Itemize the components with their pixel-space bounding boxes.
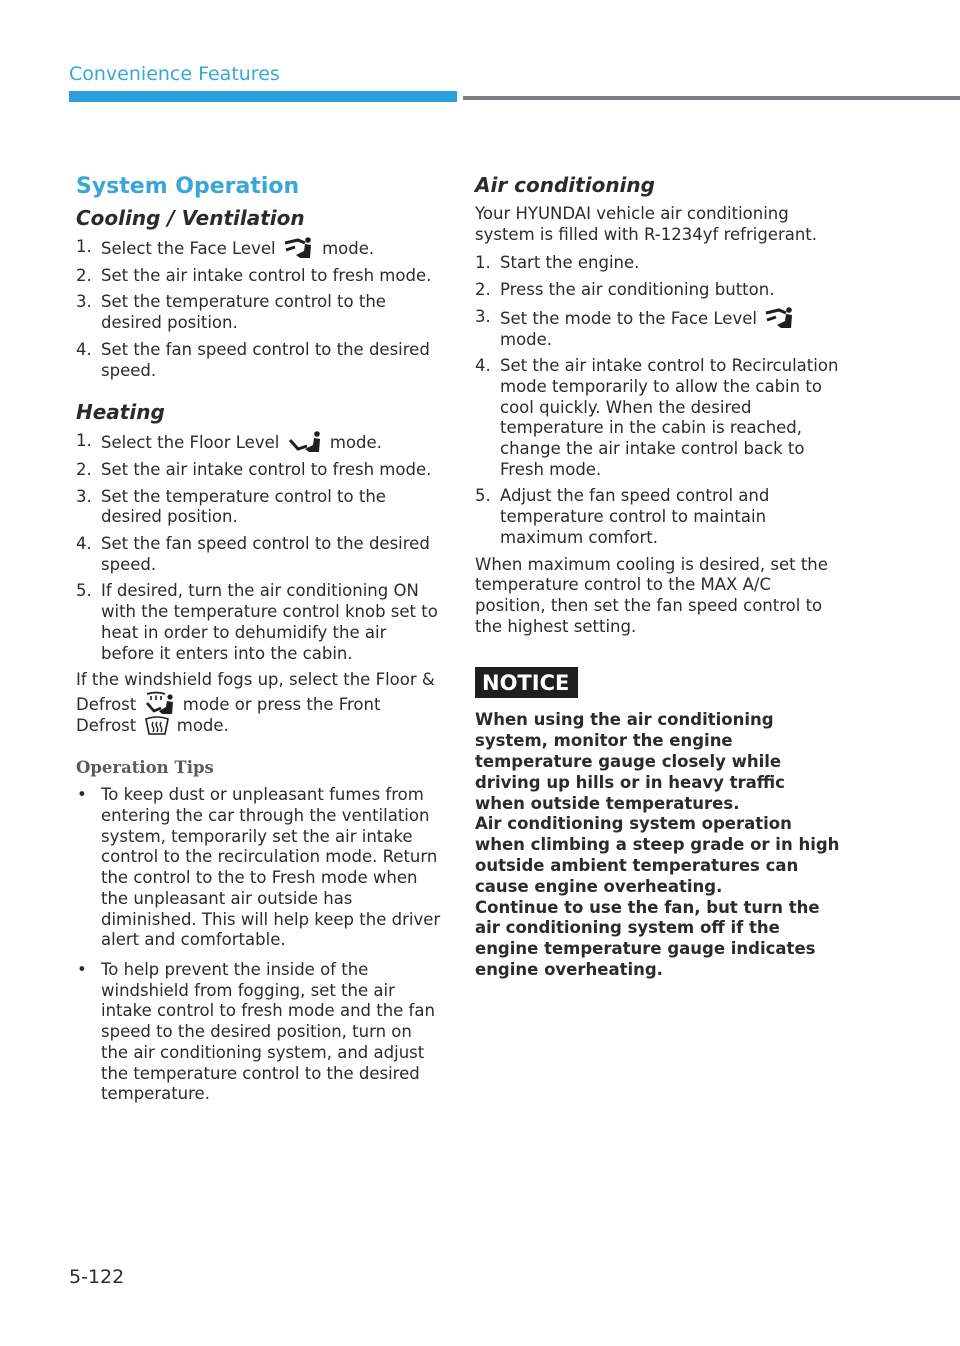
step-number: 3. [76, 486, 92, 506]
notice-paragraph: Continue to use the fan, but turn the air conditioning system off if the engine temperature gauge indicates engine overheating. [475, 897, 820, 979]
step-number: 4. [475, 356, 491, 376]
cooling-step [76, 266, 441, 287]
ac-intro: Your HYUNDAI vehicle air conditioning system is filled with R-1234yf refrigerant. [475, 204, 818, 244]
step-text: Set the fan speed control to the desired speed. [101, 534, 430, 574]
heating-step [76, 460, 441, 481]
step-number: 5. [76, 581, 92, 601]
cooling-step [76, 340, 441, 381]
tip-text: To keep dust or unpleasant fumes from entering the car through the ventilation system, temporarily set the air intake control to the recirculation mode. Return the control to the to Fresh mode when the unpleasant air outside has diminished. This will help keep the driver alert and comfortable. [101, 785, 441, 950]
step-number: 3. [76, 292, 92, 312]
ac-step [475, 356, 840, 480]
ac-outro: When maximum cooling is desired, set the temperature control to the MAX A/C position, then set the fan speed control to the highest setting. [475, 554, 828, 636]
step-text: Set the air intake control to Recirculation mode temporarily to allow the cabin to cool quickly. When the desired temperature in the cabin is reached, change the air intake control back to Fresh mode. [500, 356, 839, 479]
step-text: Press the air conditioning button. [500, 280, 775, 300]
cooling-step [76, 237, 441, 260]
heating-step [76, 487, 441, 528]
section-title: System Operation [76, 174, 300, 199]
step-text: Select the Face Level [101, 239, 276, 258]
step-number: 1. [76, 237, 92, 256]
step-text: Set the temperature control to the desired position. [101, 292, 386, 333]
step-text: Set the air intake control to fresh mode. [101, 459, 432, 479]
header-title: Convenience Features [69, 63, 280, 85]
face-level-icon [764, 307, 796, 329]
defrost-note-text: If the windshield fogs up, select the Floor & Defrost [76, 670, 435, 714]
heating-step [76, 534, 441, 575]
step-text-end: mode. [322, 239, 375, 258]
heating-step [76, 581, 441, 664]
step-number: 5. [475, 486, 491, 506]
step-text: Set the air intake control to fresh mode. [101, 265, 432, 285]
step-number: 4. [76, 339, 92, 359]
ac-step [475, 307, 840, 350]
floor-level-icon [287, 431, 323, 453]
step-number: 1. [76, 431, 92, 451]
step-number: 3. [475, 306, 491, 326]
left-column [76, 172, 441, 1114]
defrost-note-text: mode. [176, 715, 229, 735]
step-text: Adjust the fan speed control and temperature control to maintain maximum comfort. [500, 486, 770, 547]
header-rule [463, 96, 960, 100]
step-text: Start the engine. [500, 253, 640, 273]
step-text: Set the temperature control to the desired position. [101, 486, 386, 527]
bullet-dot: • [77, 959, 87, 979]
notice-paragraph: Air conditioning system operation when climbing a steep grade or in high outside ambient temperatures can cause engine overheating. [475, 814, 840, 896]
step-text: If desired, turn the air conditioning ON with the temperature control knob set to heat in order to dehumidify the air before it enters into the cabin. [101, 581, 438, 663]
step-number: 4. [76, 534, 92, 554]
bullet-dot: • [77, 785, 87, 805]
front-defrost-icon [144, 716, 170, 736]
step-text-end: mode. [500, 329, 553, 349]
ac-step [475, 253, 840, 274]
heating-step [76, 431, 441, 454]
notice-box [475, 710, 840, 980]
face-level-icon [283, 237, 315, 259]
cooling-step [76, 292, 441, 333]
right-column [475, 172, 840, 981]
step-number: 2. [76, 265, 92, 285]
tip-item [76, 785, 441, 951]
tip-text: To help prevent the inside of the windshield from fogging, set the air intake control to fresh mode and the fan speed to the desired position, turn on the air conditioning system, and adjust the temperature control to the desired temperature. [101, 959, 435, 1104]
step-text: Set the fan speed control to the desired speed. [101, 339, 430, 380]
tips-title: Operation Tips [76, 758, 214, 778]
notice-badge: NOTICE [475, 667, 578, 698]
ac-title: Air conditioning [475, 173, 655, 197]
ac-step [475, 486, 840, 548]
step-number: 1. [475, 253, 491, 273]
step-text: Set the mode to the Face Level [500, 308, 757, 328]
tip-item [76, 960, 441, 1105]
heating-title: Heating [76, 400, 165, 425]
cooling-title: Cooling / Ventilation [76, 206, 305, 230]
floor-defrost-icon [144, 691, 176, 715]
step-text: Select the Floor Level [101, 433, 280, 453]
step-text-end: mode. [329, 433, 382, 453]
page-number: 5-122 [69, 1266, 125, 1288]
defrost-note [76, 670, 441, 736]
notice-paragraph: When using the air conditioning system, monitor the engine temperature gauge closely while driving up hills or in heavy traffic when outside temperatures. [475, 710, 785, 813]
ac-step [475, 280, 840, 301]
header-rule-accent [69, 91, 457, 102]
defrost-note-text: mode or press the Front Defrost [76, 694, 381, 735]
step-number: 2. [76, 459, 92, 479]
step-number: 2. [475, 280, 491, 300]
